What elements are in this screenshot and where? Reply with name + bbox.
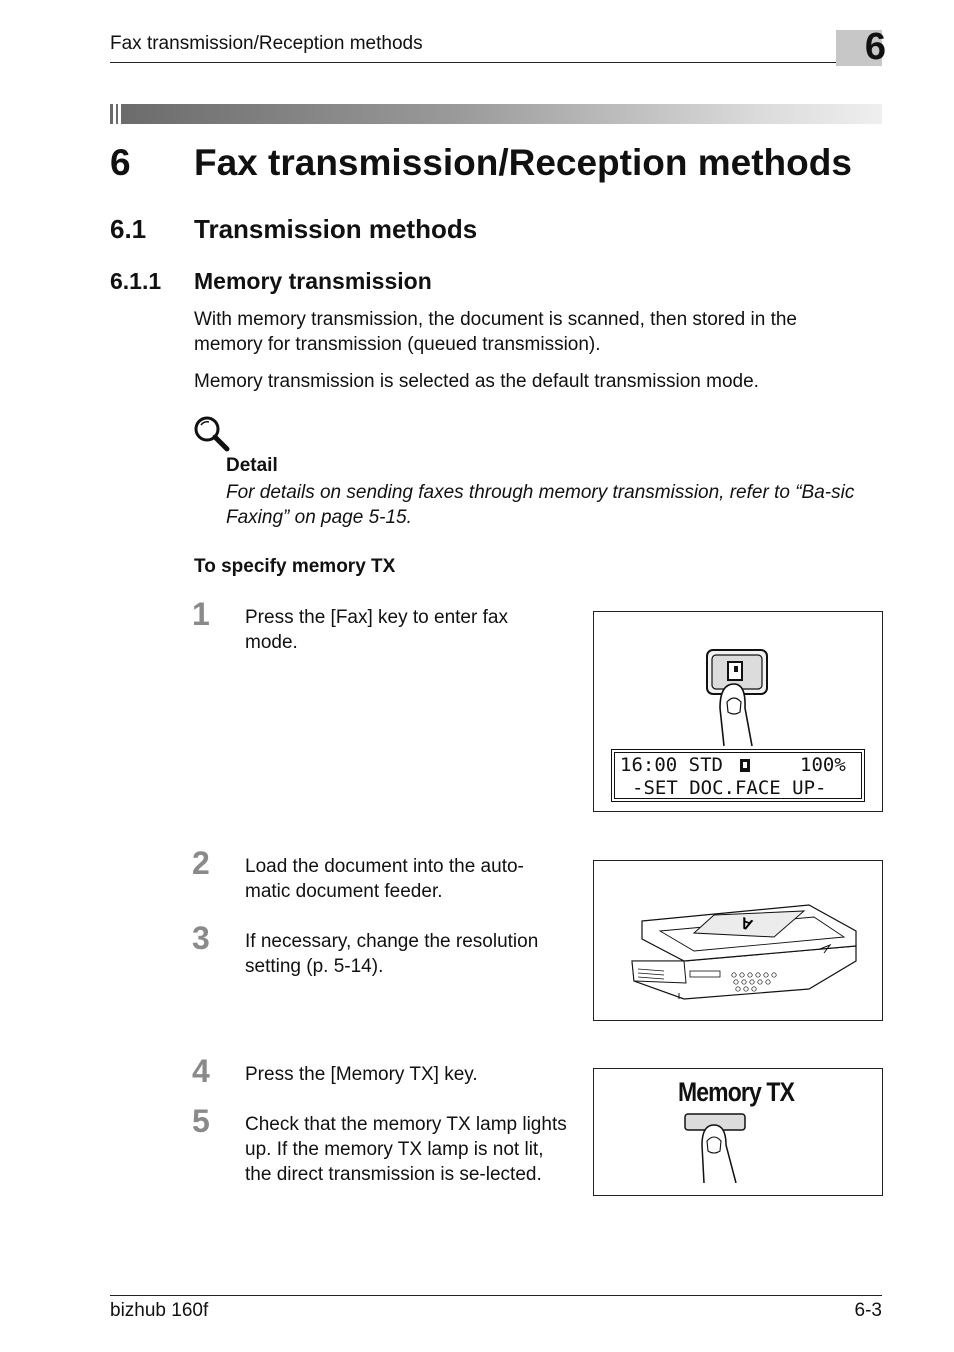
chapter-bar-tick [118, 104, 121, 124]
footer-model: bizhub 160f [110, 1300, 209, 1321]
step-text: Load the document into the auto-matic document feeder. [245, 856, 524, 902]
detail-label: Detail [226, 455, 278, 476]
chapter-title: Fax transmission/Reception methods [194, 142, 852, 183]
magnifier-icon [192, 414, 232, 454]
feeder-figure [593, 860, 883, 1021]
step-number: 5 [192, 1103, 210, 1139]
lcd-line-2: -SET DOC.FACE UP- [632, 777, 827, 799]
subsection-title: Memory transmission [194, 268, 432, 294]
chapter-number: 6 [110, 142, 131, 183]
chapter-bar-tick [113, 104, 116, 124]
chapter-tab-number: 6 [864, 26, 886, 68]
fax-key-icon [694, 646, 774, 746]
step-number: 1 [192, 596, 210, 632]
footer-rule [110, 1295, 882, 1296]
paragraph: With memory transmission, the document is scanned, then stored in the memory for transmission (queued transmission). [194, 309, 797, 355]
step-number: 4 [192, 1053, 210, 1089]
memory-tx-figure [593, 1068, 883, 1196]
procedure-title: To specify memory TX [194, 556, 396, 577]
subsection-number: 6.1.1 [110, 268, 162, 294]
step-text: Press the [Memory TX] key. [245, 1064, 478, 1085]
fax-machine-icon [624, 891, 864, 1001]
svg-text:A: A [738, 913, 756, 933]
header-rule [110, 62, 880, 63]
section-title: Transmission methods [194, 214, 478, 244]
lcd-line-1: 16:00 STD [620, 754, 723, 776]
lcd-percent: 100% [800, 754, 846, 776]
step-number: 3 [192, 920, 210, 956]
lcd-document-icon [739, 758, 751, 773]
detail-text: For details on sending faxes through memory transmission, refer to “Ba-sic Faxing” on page 5-15. [226, 482, 855, 528]
memory-tx-label: Memory TX [678, 1077, 795, 1107]
footer-page-number: 6-3 [854, 1300, 882, 1321]
running-header: Fax transmission/Reception methods [110, 33, 423, 54]
step-number: 2 [192, 845, 210, 881]
step-text: If necessary, change the resolution setting (p. 5-14). [245, 931, 539, 977]
paragraph: Memory transmission is selected as the default transmission mode. [194, 371, 759, 392]
section-number: 6.1 [110, 214, 147, 244]
lcd-display [611, 749, 865, 802]
memory-tx-key-icon [682, 1111, 752, 1183]
fax-key-figure [593, 611, 883, 812]
step-text: Check that the memory TX lamp lights up. If the memory TX lamp is not lit, the direct transmission is se-lected. [245, 1114, 567, 1185]
step-text: Press the [Fax] key to enter fax mode. [245, 607, 508, 653]
chapter-bar [110, 104, 882, 124]
